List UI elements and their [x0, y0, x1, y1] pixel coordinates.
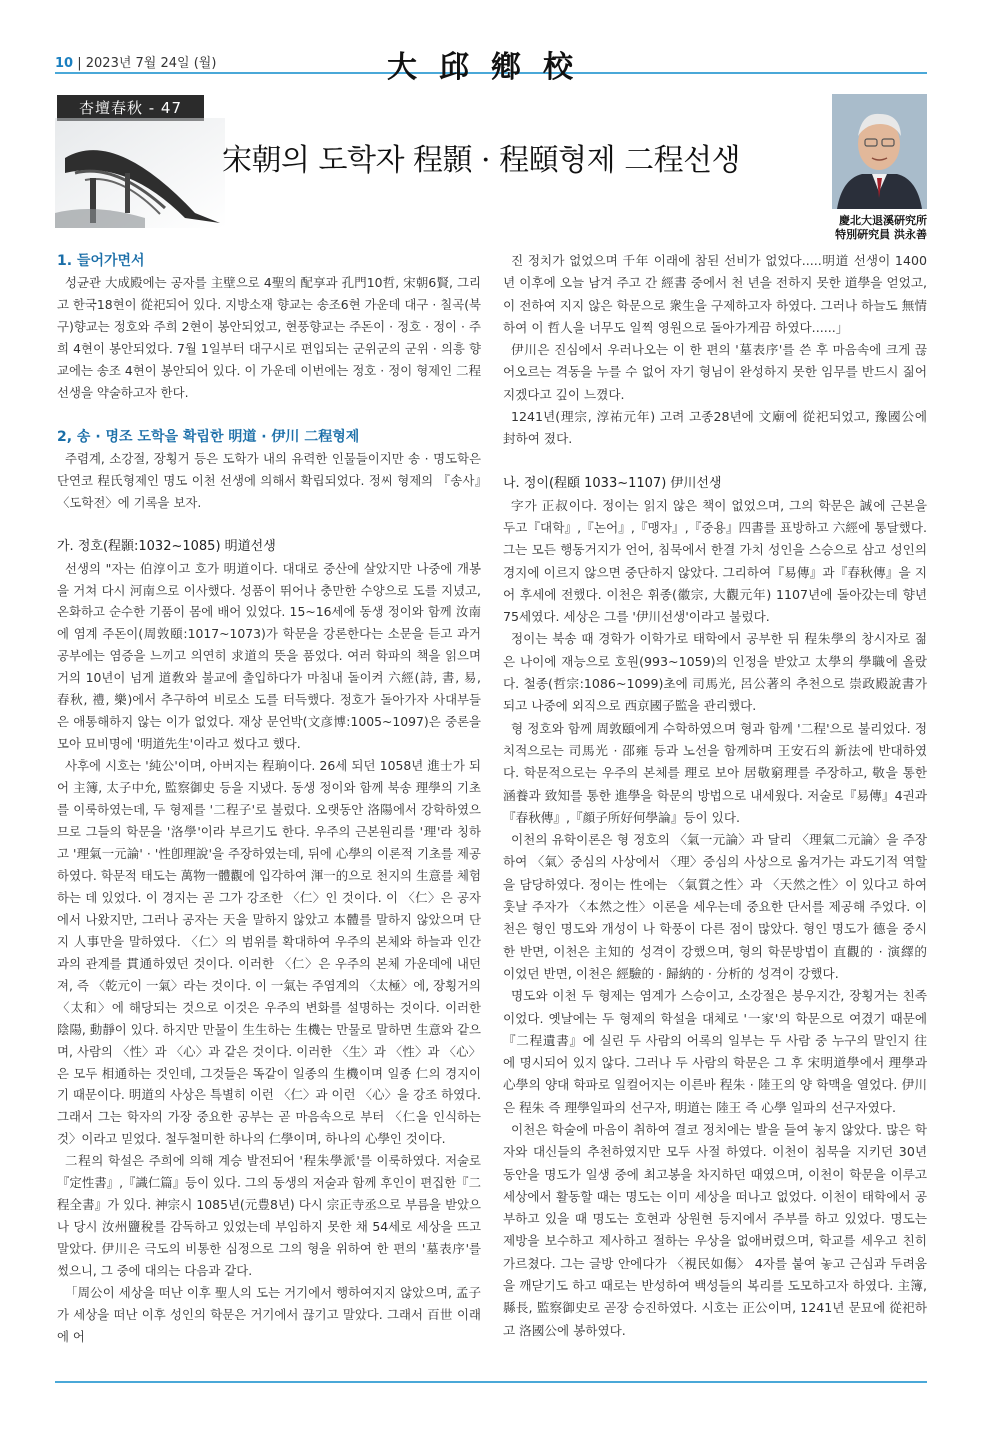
body-paragraph: 진 정치가 없었으며 千年 이래에 참된 선비가 없었다.....明道 선생이 1400년 이후에 오늘 남겨 주고 간 經書 중에서 천 년을 전하지 못한 道學을 얻었고, 이 전하여 지지 않은 학문으로 衆生을 구제하고자 하였다. 그러나 하늘도 無情하여 이 哲人을 너무도 일찍 영원으로 돌아가게끔 하였다......」 [503, 253, 927, 335]
body-paragraph: 형 정호와 함께 周敦頤에게 수학하였으며 형과 함께 '二程'으로 불리었다. 정치적으로는 司馬光 · 邵雍 등과 노선을 함께하며 王安石의 新法에 반대하였다. 학문적으로는 우주의 본체를 理로 보아 居敬窮理를 주장하고, 敬을 통한 涵養과 致知를 통한 進學을 학문의 방법으로 내세웠다. 저술로『易傳』4권과『春秋傳』,『顔子所好何學論』등이 있다. [503, 720, 927, 825]
series-tag: 杏壇春秋 - 47 [57, 95, 204, 121]
section-spacer [57, 514, 481, 536]
author-affiliation: 慶北大退溪硏究所 [839, 214, 927, 227]
body-paragraph: 伊川은 진심에서 우러나오는 이 한 편의 '墓表序'를 쓴 후 마음속에 크게 끊어오르는 격동을 누를 수 없어 자기 형님이 완성하지 못한 임무를 반드시 짊어지겠다고 깊이 느꼈다. [503, 342, 927, 402]
author-photo [832, 94, 927, 209]
traditional-roof-illustration [55, 118, 225, 228]
section-spacer [57, 404, 481, 426]
section-heading: 1. 들어가면서 [57, 253, 145, 269]
footer-rule [55, 1381, 927, 1383]
body-paragraph: 字가 正叔이다. 정이는 읽지 않은 책이 없었으며, 그의 학문은 誠에 근본을 두고『대학』,『논어』,『맹자』,『중용』四書를 표방하고 六經에 통달했다. 그는 모든 행동거지가 언어, 침묵에서 한결 가치 성인을 스승으로 삼고 성인의 경지에 이르지 않으면 중단하지 않았다. 그리하여『易傳』과『春秋傳』을 지어 후세에 전했다. 이천은 휘종(徽宗, 大觀元年) 1107년에 돌아갔는데 향년 75세였다. 세상은 그를 '伊川선생'이라고 불렀다. [503, 497, 927, 625]
article-right-column [503, 250, 927, 1342]
body-paragraph: 二程의 학설은 주희에 의해 계승 발전되어 '程朱學派'를 이룩하였다. 저술로『定性書』,『識仁篇』등이 있다. 그의 동생의 저술과 함께 후인이 편집한『二程全書』가 있다. 神宗시 1085년(元豊8년) 다시 宗正寺丞으로 부름을 받았으나 당시 汝州鹽稅를 감독하고 있었는데 부임하지 못한 채 54세로 세상을 뜨고 말았다. 伊川은 극도의 비통한 심정으로 그의 형을 위하여 한 편의 '墓表序'를 썼으니, 그 중에 대의는 다음과 같다. [57, 1153, 481, 1279]
article-headline: 宋朝의 도학자 程顥 · 程頤형제 二程선생 [222, 143, 741, 178]
page-info-separator: | [77, 56, 82, 71]
author-credit [800, 214, 927, 242]
body-paragraph: 「周公이 세상을 떠난 이후 聖人의 도는 거기에서 행하여지지 않았으며, 孟子가 세상을 떠난 이후 성인의 학문은 거기에서 끊기고 말았다. 그래서 百世 이래에 어 [57, 1285, 481, 1344]
body-paragraph: 이천의 유학이론은 형 정호의 〈氣一元論〉과 달리 〈理氣二元論〉을 주장하여 〈氣〉중심의 사상에서 〈理〉중심의 사상으로 옮겨가는 과도기적 역할을 담당하였다. 정이는 性에는 〈氣質之性〉과 〈天然之性〉이 있다고 하여 훗날 주자가 〈本然之性〉이론을 세우는데 중요한 단서를 제공해 주었다. 이천은 형인 명도와 개성이 나 학풍이 다른 점이 많았다. 형인 명도가 德을 중시한 반면, 이천은 主知的 성격이 강했으며, 형의 학문방법이 直觀的 · 演繹的 이었던 반면, 이천은 經驗的 · 歸納的 · 分析的 성격이 강했다. [503, 832, 927, 981]
author-title: 特別硏究員 洪永善 [835, 228, 927, 241]
body-paragraph: 주렴계, 소강절, 장횡거 등은 도학가 내의 유력한 인물들이지만 송 · 명도학은 단연코 程氏형제인 명도 이천 선생에 의해서 확립되었다. 정씨 형제의 『송사』〈도학전〉에 기록을 보자. [57, 450, 481, 510]
subsection-heading: 나. 정이(程頤 1033~1107) 伊川선생 [503, 475, 722, 491]
body-paragraph: 1241년(理宗, 淳祐元年) 고려 고종28년에 文廟에 從祀되었고, 豫國公에 封하여 졌다. [503, 409, 927, 447]
article-left-column [57, 250, 481, 1348]
body-paragraph: 선생의 "자는 伯淳이고 호가 明道이다. 대대로 중산에 살았지만 나중에 개봉을 거쳐 다시 河南으로 이사했다. 성품이 뛰어나 충만한 수양으로 도를 지녔고, 온화하고 순수한 기품이 몸에 배어 있었다. 15~16세에 동생 정이와 함께 汝南에 염계 주돈이(周敦頤:1017~1073)가 학문을 강론한다는 소문을 듣고 과거 공부에는 염증을 느끼고 의연히 求道의 뜻을 품었다. 여러 학파의 책을 읽으며 거의 10년이 넘게 道敎와 불교에 출입하다가 마침내 돌이켜 六經(詩, 書, 易, 春秋, 禮, 樂)에서 추구하여 비로소 도를 터득했다. 정호가 돌아가자 사대부들은 애통해하지 않는 이가 없었다. 재상 문언박(文彦博:1005~1097)은 중론을 모아 묘비명에 '明道先生'이라고 썼다고 했다. [57, 560, 481, 752]
section-heading: 2, 송 · 명조 도학을 확립한 明道 · 伊川 二程형제 [57, 428, 360, 445]
page-number: 10 [55, 56, 74, 71]
issue-date: 2023년 7월 24일 (월) [85, 56, 217, 71]
body-paragraph: 성균관 大成殿에는 공자를 主壁으로 4聖의 配享과 孔門10哲, 宋朝6賢, 그리고 한국18현이 從祀되어 있다. 지방소재 향교는 송조6현 가운데 대구 · 칠곡(북구)향교는 정호와 주희 2현이 봉안되었고, 현풍향교는 주돈이 · 정호 · 정이 · 주희 4현이 봉안되었다. 7월 1일부터 대구시로 편입되는 군위군의 군위 · 의흥 향교에는 송조 4현이 봉안되어 있다. 이 가운데 이번에는 정호 · 정이 형제인 二程선생을 약술하고자 한다. [57, 275, 481, 400]
newspaper-masthead: 大邱鄕校 [387, 50, 595, 85]
body-paragraph: 이천은 학술에 마음이 취하여 결코 정치에는 발을 들여 놓지 않았다. 많은 학자와 대신들의 추천하였지만 모두 사절 하였다. 이천이 침묵을 지키던 30년 동안을 명도가 일생 중에 최고봉을 차지하던 때였으며, 이천이 학문을 이루고 세상에서 활동할 때는 명도는 이미 세상을 떠나고 없었다. 이천이 태학에서 공부하고 있을 때 명도는 호현과 상원현 등지에서 주부를 하고 있었다. 명도는 제방을 보수하고 제사하고 절하는 우상을 없애버렸으며, 학교를 세우고 친히 가르쳤다. 그는 글방 안에다가 〈視民如傷〉 4자를 붙여 놓고 근심과 두려움을 깨닫기도 하고 때로는 반성하여 백성들의 복리를 도모하고자 하였다. 主簿, 縣長, 監察御史로 곧장 승진하였다. 시호는 正公이며, 1241년 문묘에 從祀하고 洛國公에 봉하였다. [503, 1121, 927, 1338]
body-paragraph: 명도와 이천 두 형제는 염계가 스승이고, 소강절은 붕우지간, 장횡거는 친족이었다. 옛날에는 두 형제의 학설을 대체로 '一家'의 학문으로 여겼기 때문에『二程遺書』에 실린 두 사람의 어록의 일부는 두 사람 중 누구의 말인지 往에 명시되어 있지 않다. 그러나 두 사람의 학문은 그 후 宋明道學에서 理學과 心學의 양대 학파로 일컬어지는 이른바 程朱 · 陸王의 양 학맥을 열었다. 伊川은 程朱 즉 理學일파의 선구자, 明道는 陸王 즉 心學 일파의 선구자였다. [503, 988, 927, 1115]
section-spacer [503, 451, 927, 473]
subsection-heading: 가. 정호(程顥:1032~1085) 明道선생 [57, 538, 276, 554]
body-paragraph: 사후에 시호는 '純公'이며, 아버지는 程珦이다. 26세 되던 1058년 進士가 되어 主簿, 太子中允, 監察御史 등을 지냈다. 동생 정이와 함께 북송 理學의 기초를 이룩하였는데, 두 형제를 '二程子'로 불렀다. 오랫동안 洛陽에서 강학하였으므로 그들의 학문을 '洛學'이라 부르기도 한다. 우주의 근본원리를 '理'라 칭하고 '理氣一元論' · '性卽理說'을 주장하였는데, 뒤에 心學의 이론적 기초를 제공하였다. 학문적 태도는 萬物一體觀에 입각하여 渾一的으로 천지의 生意를 체험하는 데 있었다. 이 경지는 곧 그가 강조한 〈仁〉인 것이다. 이 〈仁〉은 공자에서 나왔지만, 그러나 공자는 天을 말하지 않았고 本體를 말하지 않았으며 단지 人事만을 말하였다. 〈仁〉의 범위를 확대하여 우주의 본체와 하늘과 인간과의 관계를 貫通하였던 것이다. 이러한 〈仁〉은 우주의 본체 가운데에 내던져, 즉 〈乾元이 一氣〉라는 것이다. 이 一氣는 주염계의 〈太極〉에, 장횡거의 〈太和〉에 해당되는 것으로 이것은 우주의 변화를 설명하는 것이다. 이러한 陰陽, 動靜이 있다. 하지만 만물이 生生하는 生機는 만물로 말하면 生意와 같으며, 사람의 〈性〉과 〈心〉과 같은 것이다. 이러한 〈生〉과 〈性〉과 〈心〉은 모두 相通하는 것인데, 그것들은 똑같이 일종의 生機이며 일종 仁의 경지이기 때문이다. 明道의 사상은 특별히 이런 〈仁〉과 이런 〈心〉을 강조 하였다. 그래서 그는 학자의 가장 중요한 공부는 곧 마음속으로 부터 〈仁을 인식하는 것〉이라고 믿었다. 철두철미한 하나의 仁學이며, 하나의 心學인 것이다. [57, 758, 481, 1147]
body-paragraph: 정이는 북송 때 경학가 이학가로 태학에서 공부한 뒤 程朱學의 창시자로 젊은 나이에 재능으로 호원(993~1059)의 인정을 받았고 太學의 學職에 올랐다. 철종(哲宗:1086~1099)초에 司馬光, 呂公著의 추천으로 崇政殿說書가 되고 나중에 외직으로 西京國子監을 관리했다. [503, 631, 927, 714]
